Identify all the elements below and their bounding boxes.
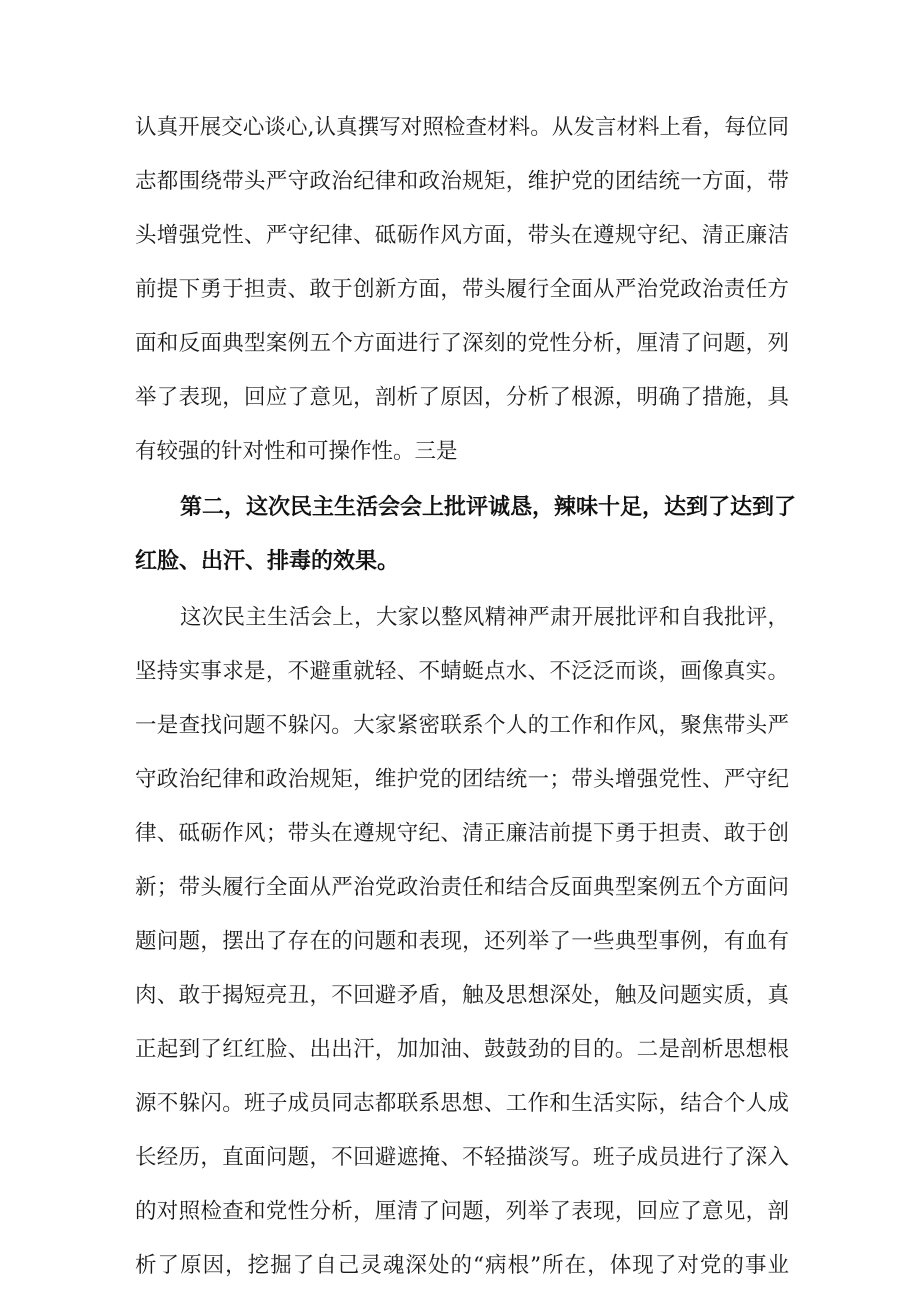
paragraph-2-line-1: 这次民主生活会上，大家以整风精神严肃开展批评和自我批评， — [180, 605, 789, 630]
paragraph-2-line-3: 一是查找问题不躲闪。大家紧密联系个人的工作和作风，聚焦带头严 — [135, 713, 789, 738]
paragraph-2-line-9: 正起到了红红脸、出出汗，加加油、鼓鼓劲的目的。二是剖析思想根 — [135, 1037, 789, 1062]
paragraph-1-line-7: 有较强的针对性和可操作性。三是 — [135, 439, 458, 464]
paragraph-2-line-7: 题问题，摆出了存在的问题和表现，还列举了一些典型事例，有血有 — [135, 929, 789, 954]
section-heading-line-1: 第二，这次民主生活会会上批评诚恳，辣味十足，达到了达到了 — [180, 495, 797, 520]
paragraph-1-line-2: 志都围绕带头严守政治纪律和政治规矩，维护党的团结统一方面，带 — [135, 169, 789, 194]
paragraph-2-line-2: 坚持实事求是，不避重就轻、不蜻蜓点水、不泛泛而谈，画像真实。 — [135, 659, 789, 684]
paragraph-2-line-11: 长经历，直面问题，不回避遮掩、不轻描淡写。班子成员进行了深入 — [135, 1145, 789, 1170]
paragraph-2-line-13: 析了原因，挖掘了自己灵魂深处的“病根”所在，体现了对党的事业 — [135, 1253, 789, 1278]
paragraph-2-line-5: 律、砥砺作风；带头在遵规守纪、清正廉洁前提下勇于担责、敢于创 — [135, 821, 789, 846]
paragraph-1-line-1: 认真开展交心谈心,认真撰写对照检查材料。从发言材料上看，每位同 — [135, 115, 789, 140]
paragraph-1-line-4: 前提下勇于担责、敢于创新方面，带头履行全面从严治党政治责任方 — [135, 277, 789, 302]
paragraph-1-line-5: 面和反面典型案例五个方面进行了深刻的党性分析，厘清了问题，列 — [135, 331, 789, 356]
section-heading-line-2: 红脸、出汗、排毒的效果。 — [135, 549, 400, 574]
paragraph-2-line-6: 新；带头履行全面从严治党政治责任和结合反面典型案例五个方面问 — [135, 875, 789, 900]
paragraph-2-line-8: 肉、敢于揭短亮丑，不回避矛盾，触及思想深处，触及问题实质，真 — [135, 983, 789, 1008]
paragraph-2-line-10: 源不躲闪。班子成员同志都联系思想、工作和生活实际，结合个人成 — [135, 1091, 789, 1116]
paragraph-2-line-4: 守政治纪律和政治规矩，维护党的团结统一；带头增强党性、严守纪 — [135, 767, 789, 792]
paragraph-1-line-3: 头增强党性、严守纪律、砥砺作风方面，带头在遵规守纪、清正廉洁 — [135, 223, 789, 248]
paragraph-1-line-6: 举了表现，回应了意见，剖析了原因，分析了根源，明确了措施，具 — [135, 385, 789, 410]
paragraph-2-line-12: 的对照检查和党性分析，厘清了问题，列举了表现，回应了意见，剖 — [135, 1199, 789, 1224]
